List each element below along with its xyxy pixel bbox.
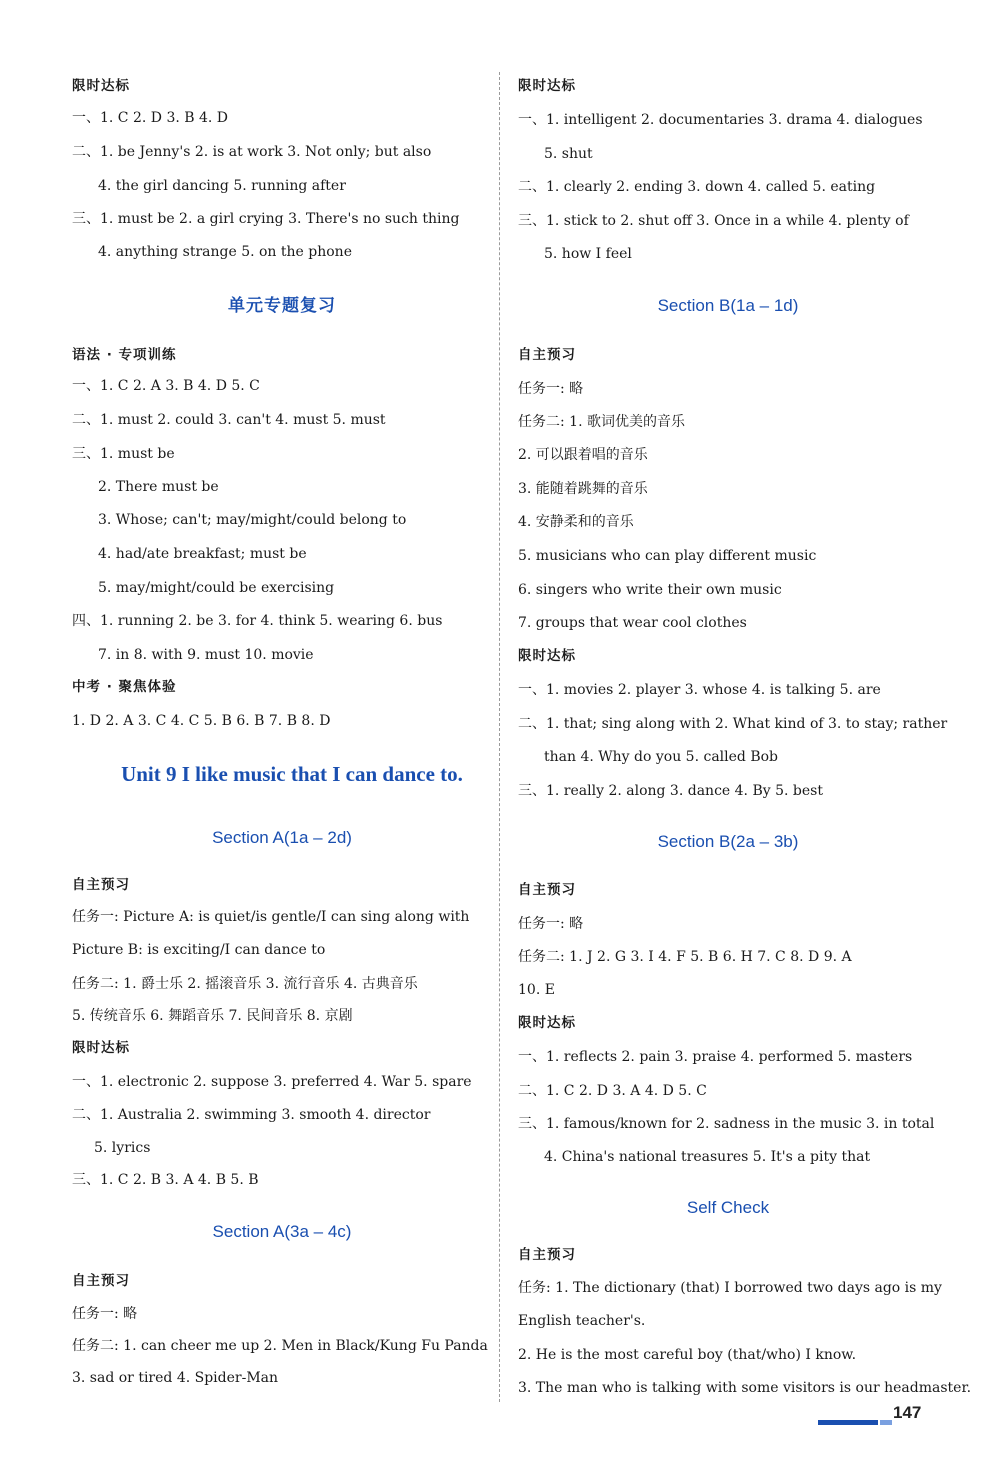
answer-line: 任务: 1. The dictionary (that) I borrowed two days ago is my [518, 1280, 942, 1296]
answer-line-indented: 4. China's national treasures 5. It's a pity that [544, 1149, 871, 1165]
answer-line: Picture B: is exciting/I can dance to [72, 942, 326, 958]
answer-line: 三、1. C 2. B 3. A 4. B 5. B [72, 1172, 259, 1188]
answer-line: 任务一: Picture A: is quiet/is gentle/I can sing along with [72, 909, 470, 925]
answer-line: 二、1. be Jenny's 2. is at work 3. Not only; but also [72, 144, 432, 160]
subheading: 限时达标 [72, 78, 130, 94]
answer-line: 3. 能随着跳舞的音乐 [518, 481, 648, 497]
answer-line: 二、1. C 2. D 3. A 4. D 5. C [518, 1083, 707, 1099]
answer-line-indented: 5. shut [544, 146, 593, 162]
answer-line: 任务一: 略 [518, 916, 584, 932]
answer-line: 任务二: 1. 歌词优美的音乐 [518, 414, 685, 430]
answer-line: 任务一: 略 [72, 1306, 138, 1322]
answer-line: 任务二: 1. 爵士乐 2. 摇滚音乐 3. 流行音乐 4. 古典音乐 [72, 976, 418, 992]
subheading: 中考 · 聚焦体验 [72, 679, 177, 695]
subheading: 语法 · 专项训练 [72, 347, 177, 363]
answer-line: 三、1. must be [72, 446, 175, 462]
section-heading: Section B(1a – 1d) [657, 296, 799, 315]
answer-line: 一、1. intelligent 2. documentaries 3. drama 4. dialogues [518, 112, 923, 128]
section-heading: Section B(2a – 3b) [657, 832, 799, 851]
answer-line: 4. 安静柔和的音乐 [518, 514, 634, 530]
subheading: 限时达标 [518, 1015, 576, 1031]
answer-line: 一、1. C 2. A 3. B 4. D 5. C [72, 378, 260, 394]
answer-line-indented: 4. anything strange 5. on the phone [98, 244, 352, 260]
answer-line-indented: 7. in 8. with 9. must 10. movie [98, 647, 314, 663]
section-heading: 单元专题复习 [228, 296, 336, 315]
section-heading: Self Check [686, 1198, 770, 1217]
footer-bar-accent [880, 1420, 892, 1425]
answer-line: 任务二: 1. J 2. G 3. I 4. F 5. B 6. H 7. C 8. D 9. A [518, 949, 852, 965]
answer-line: 一、1. electronic 2. suppose 3. preferred 4. War 5. spare [72, 1074, 472, 1090]
answer-line: 5. 传统音乐 6. 舞蹈音乐 7. 民间音乐 8. 京剧 [72, 1008, 353, 1024]
answer-line-indented: 4. the girl dancing 5. running after [98, 178, 346, 194]
subheading: 限时达标 [518, 648, 576, 664]
answer-line: 2. He is the most careful boy (that/who) I know. [518, 1347, 857, 1363]
subheading: 限时达标 [518, 78, 576, 94]
answer-line: 6. singers who write their own music [518, 582, 782, 598]
subheading: 自主预习 [72, 1273, 130, 1289]
answer-line: 三、1. must be 2. a girl crying 3. There's no such thing [72, 211, 460, 227]
answer-line: 10. E [518, 982, 555, 998]
section-heading: Section A(3a – 4c) [212, 1222, 352, 1241]
answer-line-indented: 2. There must be [98, 479, 219, 495]
subheading: 自主预习 [518, 1247, 576, 1263]
answer-line: 1. D 2. A 3. C 4. C 5. B 6. B 7. B 8. D [72, 713, 331, 729]
answer-line-indented: 3. Whose; can't; may/might/could belong to [98, 512, 407, 528]
answer-line-indented: 5. how I feel [544, 246, 632, 262]
answer-line-indented: than 4. Why do you 5. called Bob [544, 749, 779, 765]
section-heading: Section A(1a – 2d) [212, 828, 352, 847]
answer-line: 7. groups that wear cool clothes [518, 615, 747, 631]
answer-line: 一、1. C 2. D 3. B 4. D [72, 110, 229, 126]
answer-line: 二、1. clearly 2. ending 3. down 4. called 5. eating [518, 179, 876, 195]
answer-line: 一、1. movies 2. player 3. whose 4. is talking 5. are [518, 682, 881, 698]
answer-line: 2. 可以跟着唱的音乐 [518, 447, 648, 463]
answer-line-indented: 5. may/might/could be exercising [98, 580, 335, 596]
answer-line: 任务一: 略 [518, 381, 584, 397]
answer-line: 二、1. must 2. could 3. can't 4. must 5. must [72, 412, 386, 428]
answer-line: 5. musicians who can play different music [518, 548, 817, 564]
subheading: 自主预习 [72, 877, 130, 893]
answer-line: 3. sad or tired 4. Spider-Man [72, 1370, 279, 1386]
answer-line: 任务二: 1. can cheer me up 2. Men in Black/Kung Fu Panda [72, 1338, 488, 1354]
footer-bar [818, 1420, 878, 1425]
answer-line: 四、1. running 2. be 3. for 4. think 5. wearing 6. bus [72, 613, 443, 629]
answer-line: 一、1. reflects 2. pain 3. praise 4. performed 5. masters [518, 1049, 913, 1065]
answer-line: English teacher's. [518, 1313, 646, 1329]
answer-line-indented: 5. lyrics [94, 1140, 151, 1156]
answer-line: 二、1. Australia 2. swimming 3. smooth 4. director [72, 1107, 431, 1123]
unit-title: Unit 9 I like music that I can dance to. [121, 762, 463, 786]
answer-line: 三、1. famous/known for 2. sadness in the music 3. in total [518, 1116, 935, 1132]
column-divider [499, 72, 500, 1402]
page-number: 147 [893, 1403, 922, 1422]
answer-line-indented: 4. had/ate breakfast; must be [98, 546, 307, 562]
answer-line: 3. The man who is talking with some visitors is our headmaster. [518, 1380, 972, 1396]
subheading: 自主预习 [518, 882, 576, 898]
subheading: 限时达标 [72, 1040, 130, 1056]
answer-line: 二、1. that; sing along with 2. What kind of 3. to stay; rather [518, 716, 948, 732]
answer-line: 三、1. really 2. along 3. dance 4. By 5. best [518, 783, 823, 799]
subheading: 自主预习 [518, 347, 576, 363]
answer-line: 三、1. stick to 2. shut off 3. Once in a while 4. plenty of [518, 213, 909, 229]
